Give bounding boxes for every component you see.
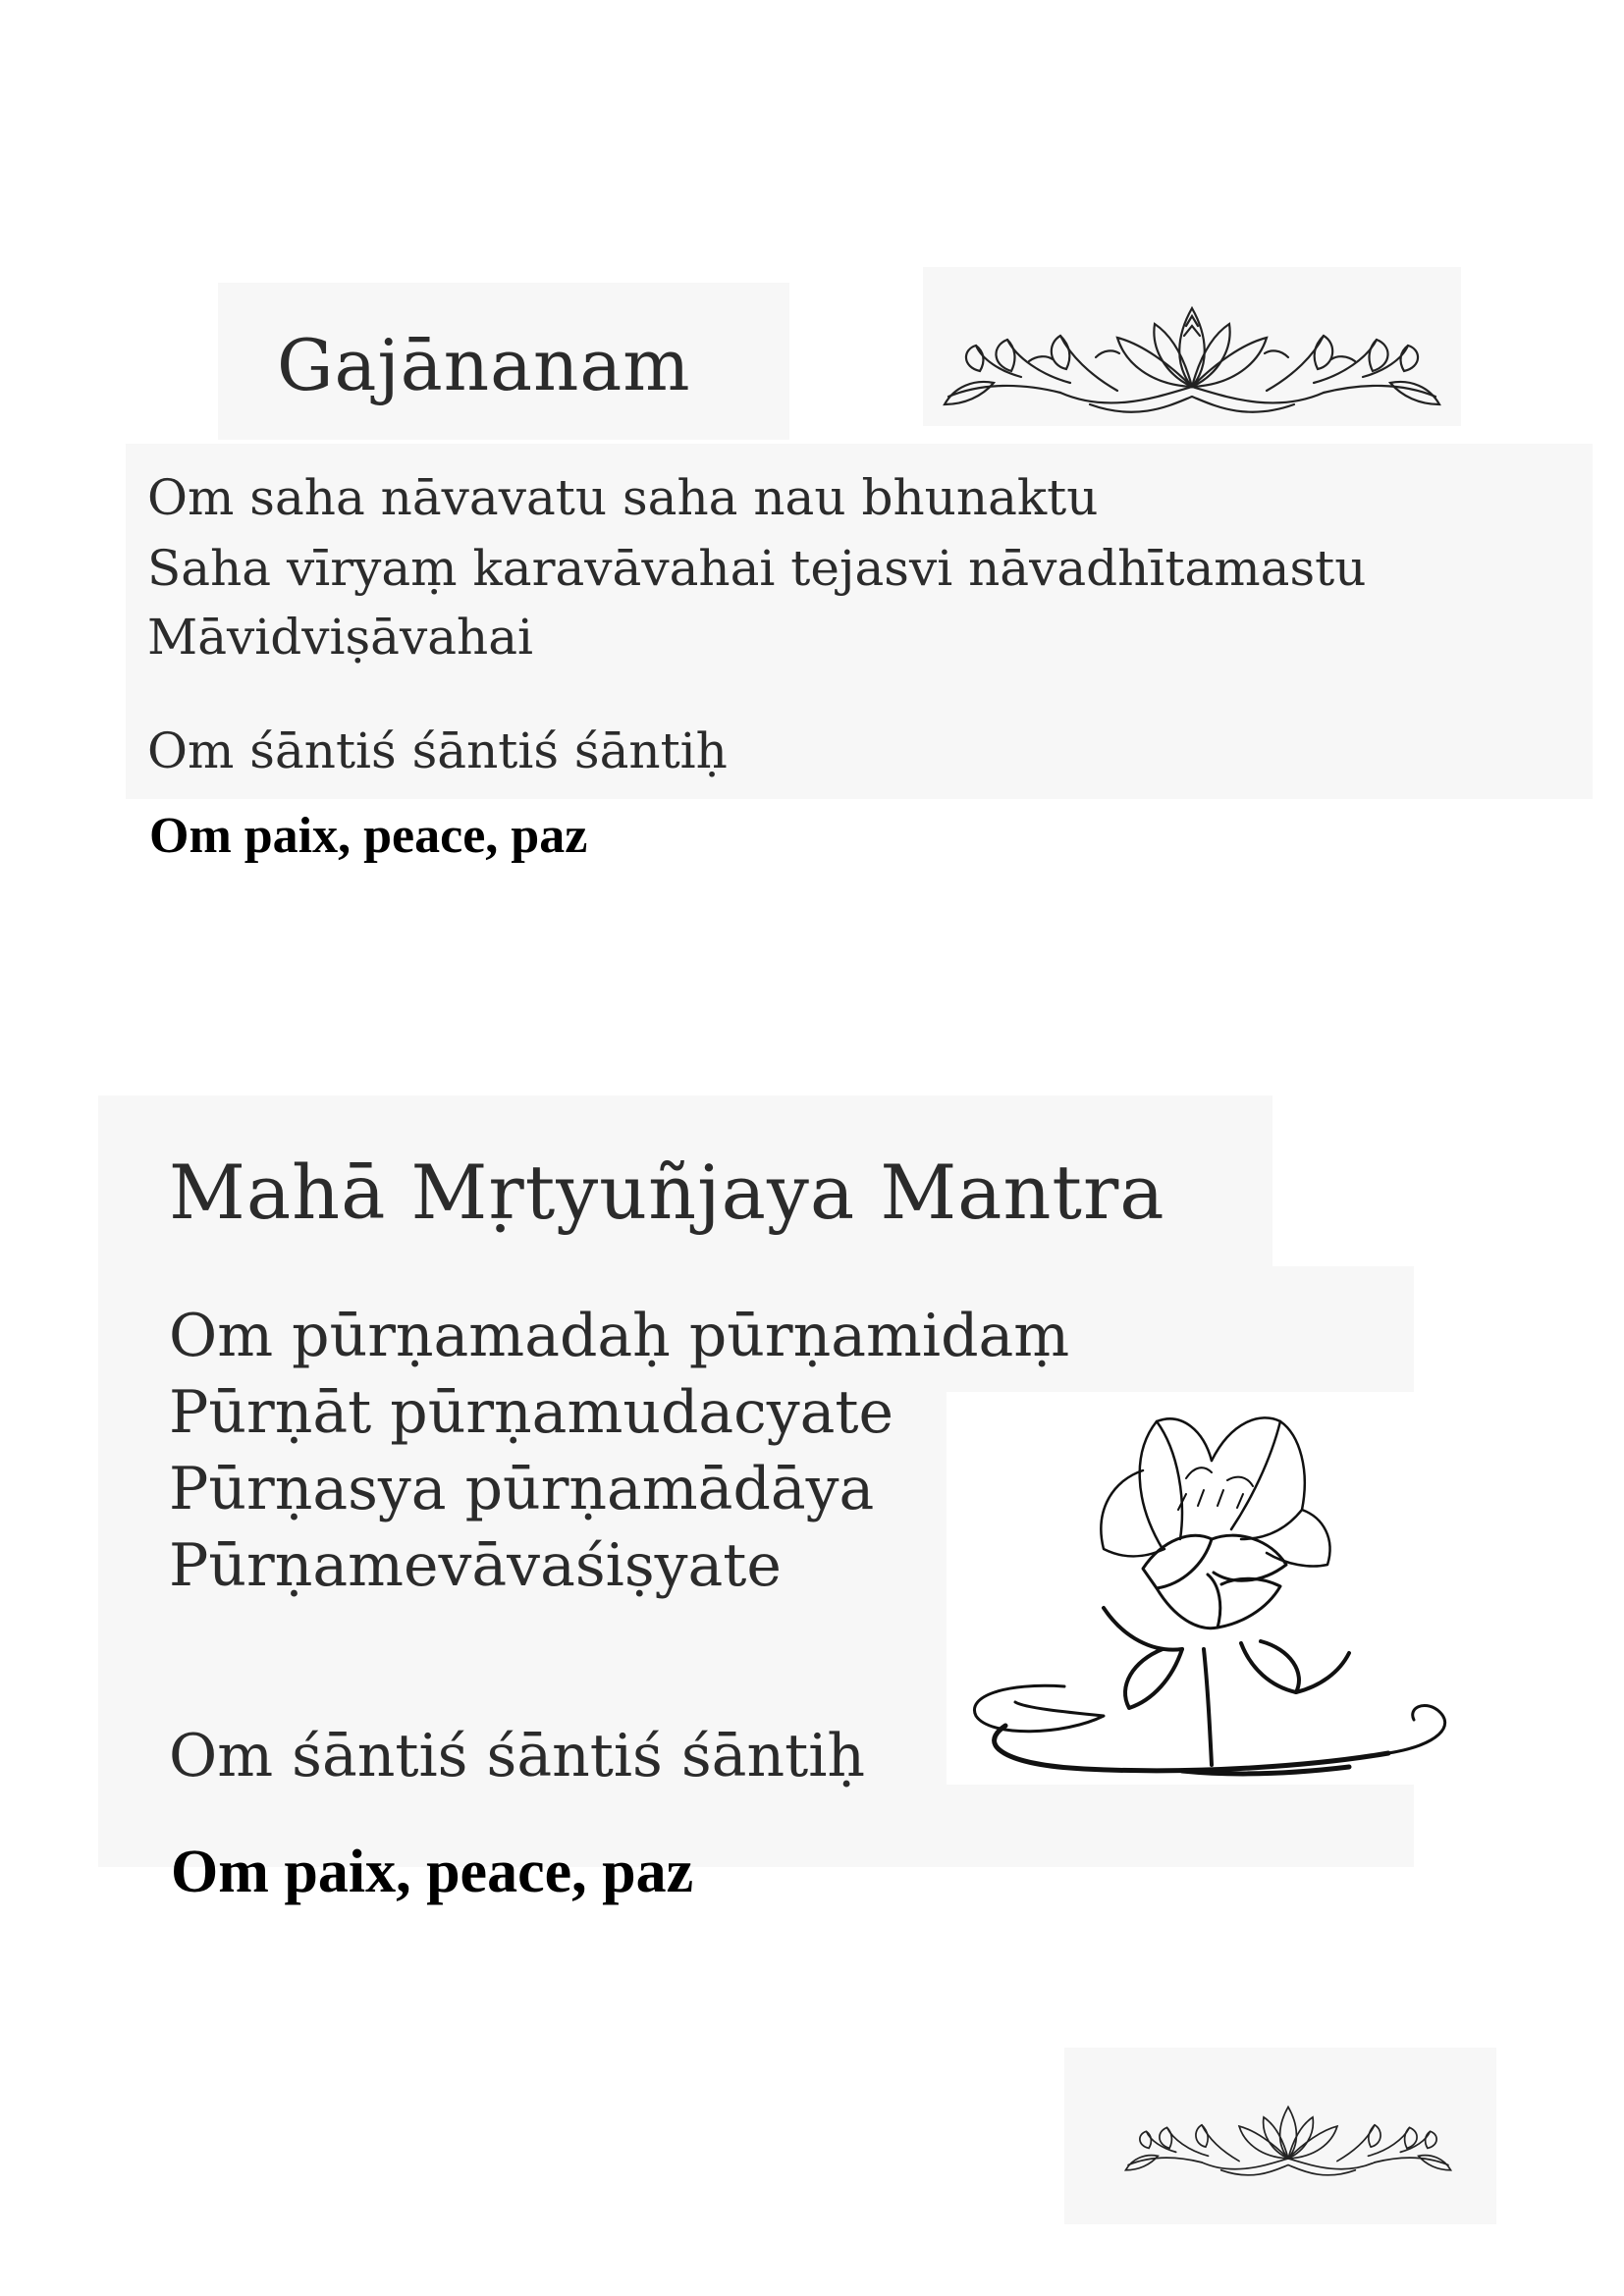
section1-shanti: Om śāntiś śāntiś śāntiḥ <box>147 722 728 779</box>
section1-line-1: Om saha nāvavatu saha nau bhunaktu <box>147 469 1099 526</box>
section2-translation: Om paix, peace, paz <box>171 1839 694 1905</box>
lotus-border-icon <box>1111 2079 1465 2185</box>
section2-shanti: Om śāntiś śāntiś śāntiḥ <box>169 1722 866 1790</box>
section2-line-2: Pūrṇāt pūrṇamudacyate <box>169 1378 894 1447</box>
section2-line-1: Om pūrṇamadaḥ pūrṇamidaṃ <box>169 1302 1070 1370</box>
section2-title: Mahā Mṛtyuñjaya Mantra <box>169 1148 1165 1236</box>
section2-line-3: Pūrṇasya pūrṇamādāya <box>169 1455 875 1523</box>
section1-line-2: Saha vīryaṃ karavāvahai tejasvi nāvadhītamastu <box>147 540 1367 597</box>
lotus-border-icon <box>923 267 1461 426</box>
section1-translation: Om paix, peace, paz <box>149 808 588 864</box>
section2-line-4: Pūrṇamevāvaśiṣyate <box>169 1531 782 1600</box>
section1-title: Gajānanam <box>277 324 691 406</box>
lotus-flower-icon <box>947 1392 1477 1785</box>
section1-line-3: Māvidviṣāvahai <box>147 609 534 666</box>
